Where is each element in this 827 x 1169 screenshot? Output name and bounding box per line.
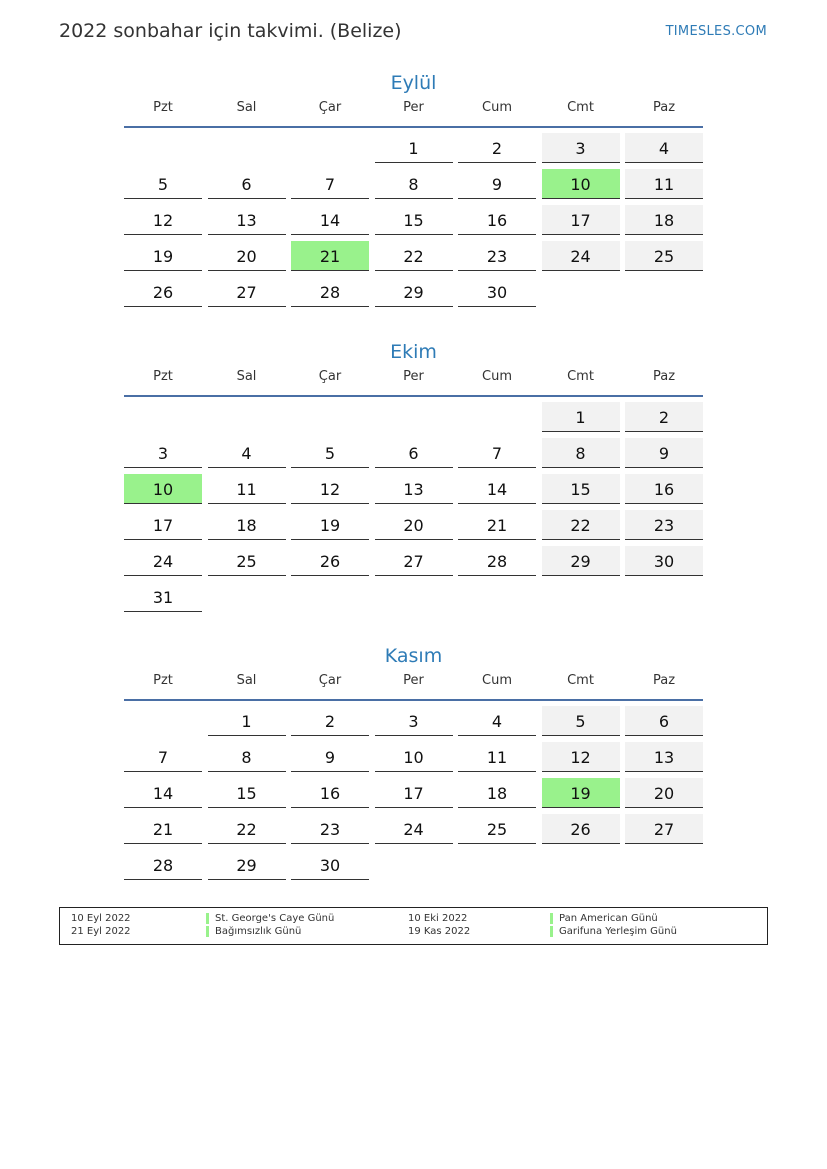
weekday-label: Cmt [567, 100, 594, 115]
day-cell: 2 [458, 133, 536, 163]
day-cell: 11 [208, 474, 286, 504]
day-cell: 28 [458, 546, 536, 576]
day-cell: 19 [124, 241, 202, 271]
day-cell: 7 [124, 742, 202, 772]
day-cell: 9 [625, 438, 703, 468]
day-cell: 22 [542, 510, 620, 540]
header-rule [124, 395, 703, 397]
day-cell: 10 [375, 742, 453, 772]
weekday-label: Cmt [567, 369, 594, 384]
day-cell: 23 [291, 814, 369, 844]
month-calendar-october [124, 337, 703, 607]
day-cell-holiday: 10 [542, 169, 620, 199]
weekday-label: Per [403, 369, 424, 384]
day-cell: 13 [625, 742, 703, 772]
header-rule [124, 126, 703, 128]
day-cell: 4 [625, 133, 703, 163]
day-cell: 3 [124, 438, 202, 468]
weekday-label: Paz [652, 369, 676, 384]
day-cell: 17 [542, 205, 620, 235]
day-cell: 25 [625, 241, 703, 271]
weekday-label: Çar [318, 100, 342, 115]
month-calendar-september [124, 68, 703, 302]
day-cell: 9 [291, 742, 369, 772]
page-title: 2022 sonbahar için takvimi. (Belize) [59, 20, 402, 42]
day-cell: 17 [375, 778, 453, 808]
legend-date: 19 Kas 2022 [408, 926, 471, 937]
weekday-label: Pzt [153, 100, 173, 115]
day-cell: 7 [458, 438, 536, 468]
weekday-label: Cum [482, 369, 512, 384]
day-cell: 14 [291, 205, 369, 235]
day-cell: 23 [625, 510, 703, 540]
day-cell: 15 [375, 205, 453, 235]
day-cell: 14 [458, 474, 536, 504]
day-cell: 8 [208, 742, 286, 772]
weekday-label: Per [403, 100, 424, 115]
weekday-label: Per [403, 673, 424, 688]
day-cell-holiday: 19 [542, 778, 620, 808]
weekday-label: Cum [482, 673, 512, 688]
day-cell: 11 [625, 169, 703, 199]
day-cell: 16 [458, 205, 536, 235]
day-cell: 26 [291, 546, 369, 576]
weekday-label: Cmt [567, 673, 594, 688]
day-cell: 12 [124, 205, 202, 235]
legend-holiday-name: St. George's Caye Günü [206, 913, 334, 924]
day-cell: 24 [124, 546, 202, 576]
day-cell: 3 [375, 706, 453, 736]
day-cell: 2 [625, 402, 703, 432]
day-cell: 6 [625, 706, 703, 736]
site-link[interactable]: TIMESLES.COM [665, 24, 767, 39]
weekday-label: Paz [652, 100, 676, 115]
day-cell: 23 [458, 241, 536, 271]
day-cell-holiday: 10 [124, 474, 202, 504]
day-cell: 15 [208, 778, 286, 808]
day-cell: 27 [625, 814, 703, 844]
weekday-label: Pzt [153, 673, 173, 688]
day-cell: 16 [625, 474, 703, 504]
day-cell: 3 [542, 133, 620, 163]
day-cell: 1 [542, 402, 620, 432]
weekday-label: Pzt [153, 369, 173, 384]
day-cell: 20 [625, 778, 703, 808]
holiday-legend [59, 907, 768, 945]
weekday-label: Çar [318, 369, 342, 384]
day-cell: 4 [208, 438, 286, 468]
legend-holiday-name: Garifuna Yerleşim Günü [550, 926, 677, 937]
day-cell: 7 [291, 169, 369, 199]
legend-date: 10 Eyl 2022 [71, 913, 131, 924]
day-cell: 25 [458, 814, 536, 844]
day-cell: 26 [124, 277, 202, 307]
month-title: Ekim [390, 341, 437, 363]
month-calendar-november [124, 641, 703, 875]
day-cell: 19 [291, 510, 369, 540]
day-cell: 4 [458, 706, 536, 736]
day-cell: 29 [375, 277, 453, 307]
weekday-label: Sal [236, 673, 257, 688]
day-cell: 29 [208, 850, 286, 880]
day-cell: 5 [291, 438, 369, 468]
day-cell: 6 [208, 169, 286, 199]
day-cell: 5 [542, 706, 620, 736]
day-cell: 27 [208, 277, 286, 307]
day-cell: 18 [625, 205, 703, 235]
legend-holiday-name: Bağımsızlık Günü [206, 926, 301, 937]
day-cell: 15 [542, 474, 620, 504]
weekday-header [124, 673, 703, 699]
weekday-label: Cum [482, 100, 512, 115]
day-cell: 12 [291, 474, 369, 504]
weekday-label: Çar [318, 673, 342, 688]
day-cell: 14 [124, 778, 202, 808]
day-cell: 21 [124, 814, 202, 844]
day-cell: 18 [458, 778, 536, 808]
day-cell: 24 [542, 241, 620, 271]
day-cell: 30 [291, 850, 369, 880]
day-cell: 28 [291, 277, 369, 307]
day-cell: 11 [458, 742, 536, 772]
day-cell: 12 [542, 742, 620, 772]
legend-holiday-name: Pan American Günü [550, 913, 658, 924]
day-cell-holiday: 21 [291, 241, 369, 271]
day-cell: 5 [124, 169, 202, 199]
day-cell: 9 [458, 169, 536, 199]
day-cell: 13 [208, 205, 286, 235]
day-cell: 13 [375, 474, 453, 504]
month-title: Eylül [390, 72, 437, 94]
day-cell: 26 [542, 814, 620, 844]
legend-date: 21 Eyl 2022 [71, 926, 131, 937]
day-cell: 6 [375, 438, 453, 468]
legend-date: 10 Eki 2022 [408, 913, 468, 924]
day-cell: 17 [124, 510, 202, 540]
day-cell: 21 [458, 510, 536, 540]
weekday-header [124, 369, 703, 395]
day-cell: 28 [124, 850, 202, 880]
day-cell: 1 [208, 706, 286, 736]
day-cell: 29 [542, 546, 620, 576]
day-cell: 1 [375, 133, 453, 163]
day-cell: 18 [208, 510, 286, 540]
day-cell: 20 [208, 241, 286, 271]
day-cell: 20 [375, 510, 453, 540]
weekday-header [124, 100, 703, 126]
day-cell: 22 [375, 241, 453, 271]
day-cell: 8 [542, 438, 620, 468]
day-cell: 30 [458, 277, 536, 307]
weekday-label: Paz [652, 673, 676, 688]
day-cell: 25 [208, 546, 286, 576]
day-cell: 24 [375, 814, 453, 844]
header-rule [124, 699, 703, 701]
month-title: Kasım [384, 645, 443, 667]
day-cell: 2 [291, 706, 369, 736]
day-cell: 30 [625, 546, 703, 576]
day-cell: 16 [291, 778, 369, 808]
weekday-label: Sal [236, 369, 257, 384]
day-cell: 22 [208, 814, 286, 844]
weekday-label: Sal [236, 100, 257, 115]
day-cell: 8 [375, 169, 453, 199]
day-cell: 27 [375, 546, 453, 576]
day-cell: 31 [124, 582, 202, 612]
